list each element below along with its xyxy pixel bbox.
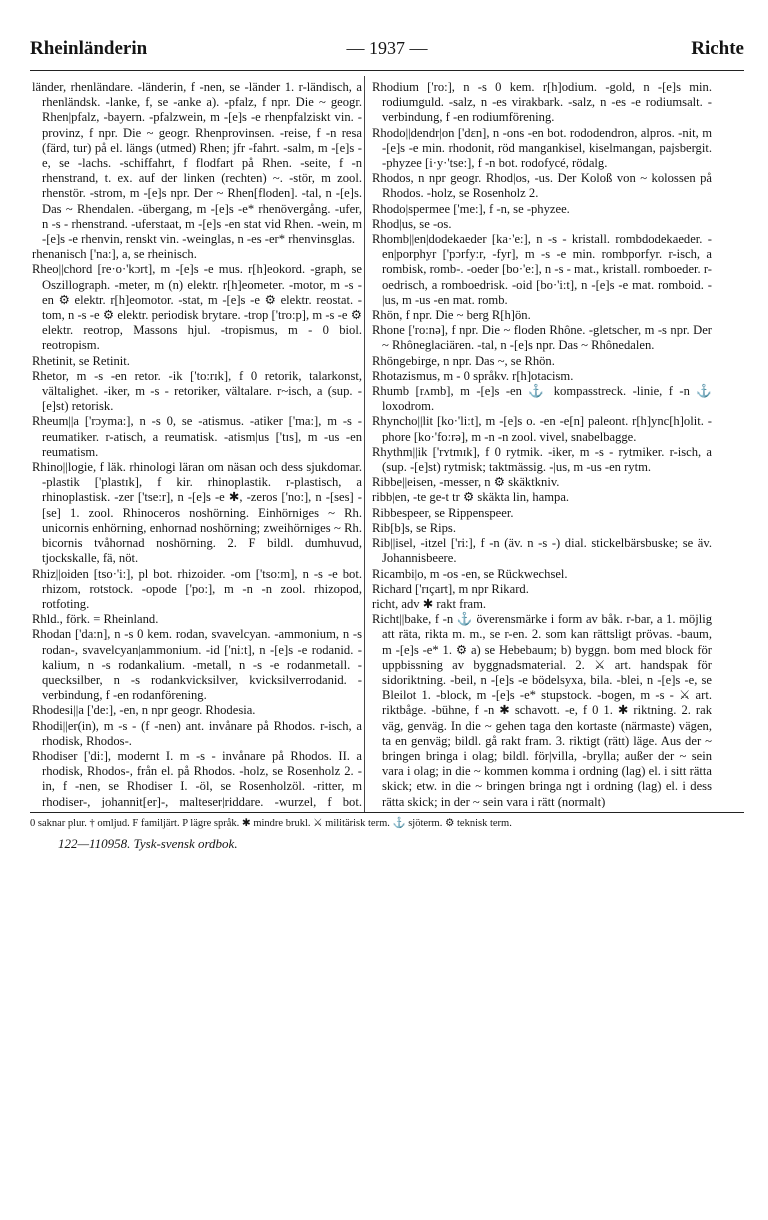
dictionary-entry: Rhiz||oiden [tso·'i:], pl bot. rhizoider. -om ['tso:m], n -s -e bot. rhizom, rotstock. -opode ['po:], m -n -n zool. rhizopod, rotfoting. xyxy=(32,566,362,611)
symbol-legend: 0 saknar plur. † omljud. F familjärt. P lägre språk. ✱ mindre brukl. ⚔ militärisk term. ⚓ sjöterm. ⚙ teknisk term. xyxy=(30,818,512,829)
dictionary-entry: ribb|en, -te ge-t tr ⚙ skäkta lin, hampa. xyxy=(372,490,570,505)
dictionary-entry: Rhetinit, se Retinit. xyxy=(32,353,130,368)
dictionary-entry: Rheo||chord [re·o·'kɔrt], m -[e]s -e mus. r[h]eokord. -graph, se Oszillograph. -meter, m (n) elektr. r[h]eometer. -motor, m -s -en ⚙ elektr. r[h]eomotor. -stat, m -[e]s -e ⚙ elektr. reostat. -tom, n -s -e ⚙ elektr. periodisk brytare. -trop ['tro:p], m -s -e ⚙ elektr. reotrop, Massons hjul. -tropismus, m - 0 biol. reotropism. xyxy=(32,262,362,353)
dictionary-entry: Rhotazismus, m - 0 språkv. r[h]otacism. xyxy=(372,368,574,383)
dictionary-entry: Rhodo|spermee ['me:], f -n, se -phyzee. xyxy=(372,201,570,216)
dictionary-entry: Rhodiser ['di:], modernt I. m -s - invånare på Rhodos. II. a rhodisk, Rhodos-, från el. på Rhodos. -holz, se Rosenholz 2. -in, f -nen, se Rhodiser I. -öl, se Rosenholzöl. -ritter, m rhodiser-, johannit[er]-, malteser|riddare. -wurzel, f bot. xyxy=(32,748,362,808)
left-column xyxy=(32,80,362,808)
dictionary-entry: Rhomb||en|dodekaeder [ka·'e:], n -s - kristall. rombdodekaeder. -en|porphyr ['pɔrfy:r, -fyr], m -s -e min. rombporfyr. r-isch, a rombisk, romb-. -oeder [bo·'e:], n -s - mat., kristall. romboeder. r-oedrisch, a romboedrisk. -oid [bo·'i:t], n -[e]s -e mat. romboid. -|us, m -us -en mat. romb. xyxy=(372,232,712,307)
dictionary-entry: Rheum||a ['rɔyma:], n -s 0, se -atismus. -atiker ['ma:], m -s - reumatiker. r-atisch, a reumatisk. -atism|us ['tɪs], m -us -en reumatism. xyxy=(32,414,362,459)
dictionary-entry: Rib[b]s, se Rips. xyxy=(372,520,456,535)
right-guideword: Richte xyxy=(691,38,744,59)
left-guideword: Rheinländerin xyxy=(30,38,148,59)
dictionary-entry: länder, rhenländare. -länderin, f -nen, se -länder 1. r-ländisch, a rhenländsk. -lanke, f, se -anke a). -pfalz, f npr. Die ~ geogr. Rhen|pfalz, -bayern. -pfalzwein, m -[e]s -e rhenpfalziskt vin. -provinz, f npr. Die ~ geogr. Rhenprovinsen. -reise, f -n resa (färd, tur) på el. längs (utmed) Rhen; jfr -fahrt. -salm, m -[e]s -e, se -lachs. -schiffahrt, f flodfart på Rhen. -seite, f -n rhenstrand, t. ex. auf der linken (rechten) ~. -stör, m zool. rhenstör. -strom, m -[e]s npr. Der ~ Rhen[floden]. -tal, n -[e]s. Das ~ Rhendalen. -übergang, m -[e]s -e* rhenövergång. -ufer, n -s - rhenstrand. -uferstaat, m -[e]s -en stat vid Rhen. -wein, m -[e]s -e rhenvin, renskt vin. -weinglas, n -es -er* rhenvinsglas. xyxy=(32,80,362,247)
dictionary-entry: Rhodi||er(in), m -s - (f -nen) ant. invånare på Rhodos. r-isch, a rhodisk, Rhodos-. xyxy=(32,718,362,748)
dictionary-entry: Rhodan ['da:n], n -s 0 kem. rodan, svavelcyan. -ammonium, n -s rodan-, svavelcyan|ammonium. -id ['ni:t], n -[e]s -e rodanid. -kalium, n -s rodankalium. -metall, n -s -e rodanmetall. -quecksilber, n -s rodankvicksilver, kvicksilverrodanid. -verbindung, f -en rodanförening. xyxy=(32,627,362,703)
dictionary-entry: Rhöngebirge, n npr. Das ~, se Rhön. xyxy=(372,353,555,368)
dictionary-entry: Rhumb [rʌmb], m -[e]s -en ⚓ kompasstreck. -linie, f -n ⚓ loxodrom. xyxy=(372,384,712,414)
dictionary-entry: Richt||bake, f -n ⚓ överensmärke i form av båk. r-bar, a 1. möjlig att räta, rikta m. m., se r-en. 2. som kan rättsligt prövas. -baum, m -[e]s -e* 1. ⚙ a) se Hebebaum; b) byggn. bom med block för uppbissning av byggnadsmaterial. 2. ⚔ art. handspak för sidoriktning. -beil, n -[e]s -e bödelsyxa, bila. -blei, n -[e]s -e, se Bleilot 1. -block, m -[e]s -e* stupstock. -bogen, m -s - ⚔ art. riktbåge. -bühne, f -n ✱ schavott. -e, f 0 1. ✱ riktning. 2. rak väg, genväg. In die ~ gehen taga den kortaste (närmaste) vägen, ta en genväg; bildl. gå rakt fram. 3. riktigt (rätt) läge. Aus der ~ bringen bringa i olag; bildl. för|villa, -brylla; außer der ~ sein vara i olag; in die ~ kommen komma i ordning (lag) el. i sitt rätta skick; etw. in die ~ bringen bringa ngt i ordning (lag) el. i dess rätta skick; in der ~ sein vara i rätt (normalt) xyxy=(372,612,712,808)
dictionary-entry: Richard ['rɪçart], m npr Rikard. xyxy=(372,581,529,596)
dictionary-entry: Rhön, f npr. Die ~ berg R[h]ön. xyxy=(372,308,531,323)
page-number: — 1937 — xyxy=(346,38,428,58)
dictionary-entry: Ricambi|o, m -os -en, se Rückwechsel. xyxy=(372,566,568,581)
dictionary-entry: Rhodos, n npr geogr. Rhod|os, -us. Der Koloß von ~ kolossen på Rhodos. -holz, se Rosenholz 2. xyxy=(372,171,712,201)
dictionary-entry: Rhod|us, se -os. xyxy=(372,216,452,231)
dictionary-entry: rhenanisch ['na:], a, se rheinisch. xyxy=(32,247,197,262)
dictionary-entry: Rhld., förk. = Rheinland. xyxy=(32,612,159,627)
dictionary-entry: Rhyncho||lit [ko·'li:t], m -[e]s o. -en -e[n] paleont. r[h]ync[h]olit. -phore [ko·'fo:rə], m -n -n zool. vivel, snabelbagge. xyxy=(372,414,712,444)
dictionary-entry: Rhetor, m -s -en retor. -ik ['to:rɪk], f 0 retorik, talarkonst, vältalighet. -iker, m -s - retoriker, vältalare. r~isch, a (sup. -[e]st) retorisk. xyxy=(32,368,362,414)
page-header xyxy=(30,38,744,66)
dictionary-entry: richt, adv ✱ rakt fram. xyxy=(372,596,487,611)
header-rule xyxy=(30,70,744,71)
print-footer: 122—110958. Tysk-svensk ordbok. xyxy=(58,836,238,851)
right-column xyxy=(372,80,712,808)
dictionary-entry: Ribbe||eisen, -messer, n ⚙ skäktkniv. xyxy=(372,475,560,490)
footer-rule xyxy=(30,812,744,813)
dictionary-entry: Ribbespeer, se Rippenspeer. xyxy=(372,505,514,520)
dictionary-entry: Rhodium ['ro:], n -s 0 kem. r[h]odium. -gold, n -[e]s min. rodiumguld. -salz, n -es virakbark. -salz, n -es -e rodiumsalt. -verbindung, f -en rodiumförening. xyxy=(372,80,712,125)
dictionary-entry: Rib||isel, -itzel ['ri:], f -n (äv. n -s -) dial. stickelbärsbuske; se äv. Johannisbeere. xyxy=(372,536,712,566)
dictionary-entry: Rhone ['ro:nə], f npr. Die ~ floden Rhône. -gletscher, m -s npr. Der ~ Rhôneglaciären. -tal, n -[e]s npr. Das ~ Rhônedalen. xyxy=(372,323,712,353)
dictionary-entry: Rhodo||dendr|on ['dɛn], n -ons -en bot. rododendron, alpros. -nit, m -[e]s -e min. rhodonit, röd mangankisel, kiselmangan, pajsbergit. -phyzee [i·y·'tse:], f -n bot. rodofycé, rödalg. xyxy=(372,125,712,171)
column-divider xyxy=(364,76,365,812)
dictionary-entry: Rhodesi||a ['de:], -en, n npr geogr. Rhodesia. xyxy=(32,703,256,718)
dictionary-entry: Rhythm||ik ['rʏtmɪk], f 0 rytmik. -iker, m -s - rytmiker. r-isch, a (sup. -[e]st) rytmisk; taktmässig. -|us, m -us -en rytm. xyxy=(372,444,712,475)
dictionary-entry: Rhino||logie, f läk. rhinologi läran om näsan och dess sjukdomar. -plastik ['plastɪk], f kir. rhinoplastik. r-plastisch, a rhinoplastisk. -zer ['tse:r], n -[e]s -e ✱, -zeros ['no:], n -[ses] -[se] 1. zool. Rhinoceros noshörning. Einhörniges ~ Rh. unicornis enhörning, enhornad noshörning; zweihörniges ~ Rh. bicornis tvåhornad noshörning. 2. F bildl. dumhuvud, tjockskalle, fä, nöt. xyxy=(32,460,362,566)
